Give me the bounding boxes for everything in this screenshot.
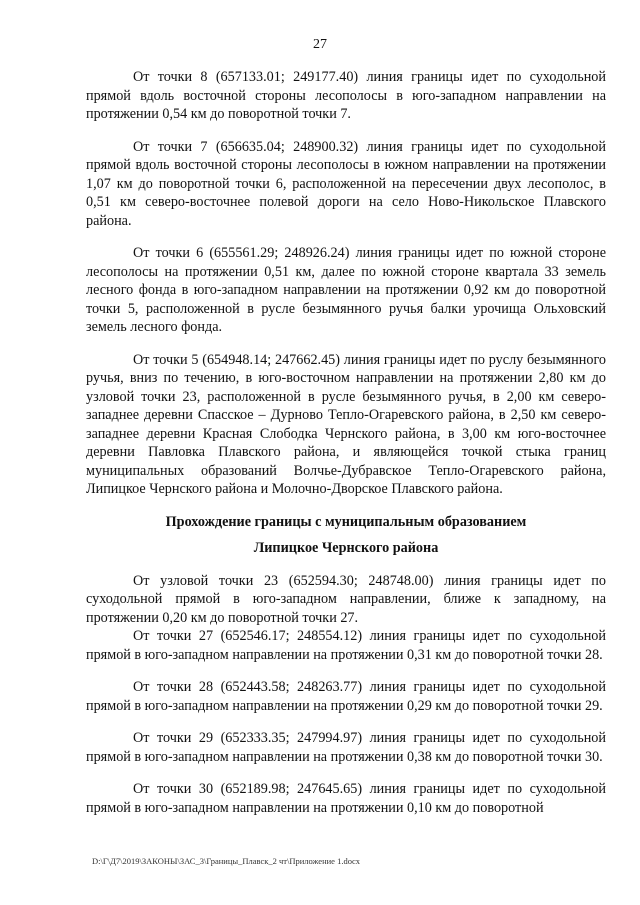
paragraph-node-23: От узловой точки 23 (652594.30; 248748.00) линия границы идет по суходольной прямой в юго-западном направлении, ближе к западному, на протяжении 0,20 км до поворотной точки 27. [86,572,606,626]
paragraph-point-7: От точки 7 (656635.04; 248900.32) линия границы идет по суходольной прямой вдоль восточной стороны лесополосы в южном направлении на протяжении 1,07 км до поворотной точки 6, расположенной на пересечении двух лесополос, в 0,51 км северо-восточнее полевой дороги на село Ново-Никольское Плавского района. [86,138,606,229]
paragraph-point-29: От точки 29 (652333.35; 247994.97) линия границы идет по суходольной прямой в юго-западном направлении на протяжении 0,38 км до поворотной точки 30. [86,730,606,765]
section-heading-line-2: Липицкое Чернского района [253,540,439,556]
paragraph-point-27: От точки 27 (652546.17; 248554.12) линия границы идет по суходольной прямой в юго-западном направлении на протяжении 0,31 км до поворотной точки 28. [86,628,606,663]
paragraph-point-6: От точки 6 (655561.29; 248926.24) линия границы идет по южной стороне лесополосы на протяжении 0,51 км, далее по южной стороне квартала 33 земель лесного фонда в юго-западном направлении на протяжении 0,92 км до поворотной точки 5, расположенной в русле безымянного ручья балки урочища Ольховский земель лесного фонда. [86,245,606,335]
paragraph-point-28: От точки 28 (652443.58; 248263.77) линия границы идет по суходольной прямой в юго-западном направлении на протяжении 0,29 км до поворотной точки 29. [86,679,606,714]
page-number: 27 [313,37,327,52]
paragraph-point-30: От точки 30 (652189.98; 247645.65) линия границы идет по суходольной прямой в юго-западном направлении на протяжении 0,10 км до поворотной [86,781,606,816]
paragraph-point-8: От точки 8 (657133.01; 249177.40) линия границы идет по суходольной прямой вдоль восточной стороны лесополосы в юго-западном направлении на протяжении 0,54 км до поворотной точки 7. [86,69,606,122]
file-path-footer: D:\Г\Д7\2019\ЗАКОНЫ\ЗАС_3\Границы_Плавск_2 чт\Приложение 1.docx [92,856,360,866]
section-heading-line-1: Прохождение границы с муниципальным образованием [165,513,527,530]
document-body [86,68,606,831]
paragraph-point-5: От точки 5 (654948.14; 247662.45) линия границы идет по руслу безымянного ручья, вниз по течению, в юго-восточном направлении на протяжении 2,80 км до узловой точки 23, расположенной в русле безымянного ручья, в 2,00 км северо-западнее деревни Спасское – Дурново Тепло-Огаревского района, в 2,50 км северо-западнее деревни Красная Слободка Чернского района, в 3,00 км юго-восточнее деревни Павловка Плавского района, и являющейся точкой стыка границ муниципальных образований Волчье-Дубравское Тепло-Огаревского района, Липицкое Чернского района и Молочно-Дворское Плавского района. [86,351,606,497]
